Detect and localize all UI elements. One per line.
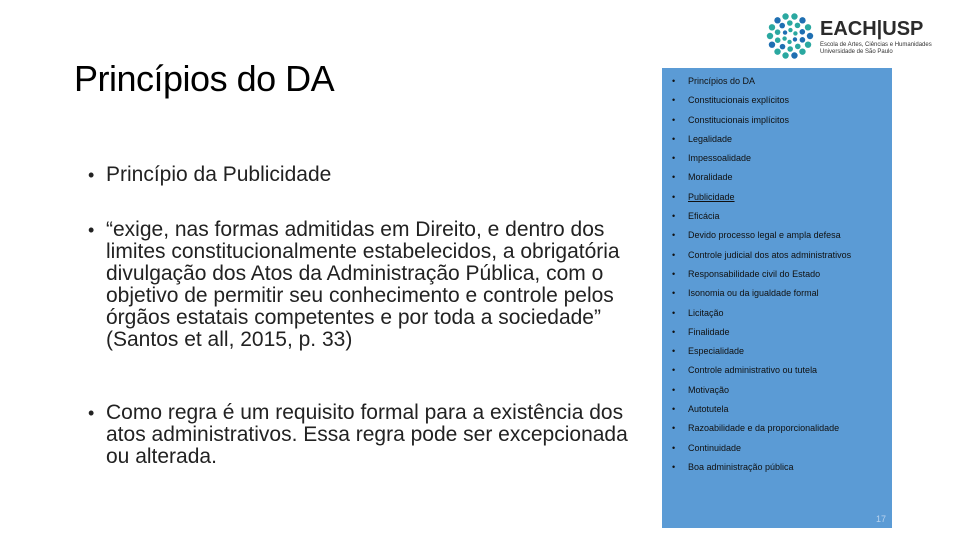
menu-item[interactable] [662, 284, 892, 303]
each-logo-icon [762, 8, 818, 64]
menu-bullet: • [672, 346, 676, 357]
logo-dot [793, 31, 797, 35]
logo-dot [800, 29, 806, 35]
bullet-text: Princípio da Publicidade [106, 163, 332, 186]
logo-dot [775, 29, 781, 35]
menu-bullet: • [672, 191, 676, 202]
menu-bullet: • [672, 326, 676, 337]
menu-item-label: Razoabilidade e da proporcionalidade [688, 423, 840, 434]
bullet-publicidade [88, 163, 651, 186]
menu-item-label: Constitucionais implícitos [688, 114, 790, 125]
logo-dot [775, 37, 781, 43]
menu-item[interactable] [662, 439, 892, 458]
menu-item[interactable] [662, 361, 892, 380]
bullet-quote [88, 218, 651, 351]
logo-dot [795, 44, 801, 50]
menu-bullet: • [672, 211, 676, 222]
menu-bullet: • [672, 153, 676, 164]
menu-item-label: Impessoalidade [688, 153, 752, 164]
menu-item[interactable] [662, 149, 892, 168]
logo-dot [787, 20, 793, 26]
institution-logo [762, 8, 952, 66]
menu-bullet: • [672, 442, 676, 453]
menu-item[interactable] [662, 246, 892, 265]
menu-item-label: Eficácia [688, 211, 720, 222]
menu-bullet: • [672, 268, 676, 279]
menu-item-label: Finalidade [688, 326, 730, 337]
menu-bullet: • [672, 114, 676, 125]
menu-bullet: • [672, 423, 676, 434]
menu-item-label: Autotutela [688, 404, 729, 415]
logo-dot [791, 52, 797, 58]
menu-item-label: Princípios do DA [688, 76, 756, 86]
logo-dot [799, 17, 805, 23]
menu-item-label: Motivação [688, 384, 730, 395]
menu-item-label: Especialidade [688, 346, 745, 357]
logo-dot [779, 23, 785, 29]
bullet-dot: • [88, 403, 95, 423]
logo-dot [799, 48, 805, 54]
menu-item[interactable] [662, 207, 892, 226]
logo-dot [769, 41, 775, 47]
menu-bullet: • [672, 76, 676, 86]
menu-item-label: Boa administração pública [688, 461, 794, 472]
logo-subtitle: Escola de Artes, Ciências e Humanidades Universidade de São Paulo [820, 42, 932, 55]
logo-dot [769, 24, 775, 30]
menu-item[interactable] [662, 111, 892, 130]
menu-bullet: • [672, 365, 676, 376]
menu-bullet: • [672, 133, 676, 144]
menu-item-label: Controle judicial dos atos administrativos [688, 249, 852, 260]
logo-dot [780, 44, 786, 50]
menu-item-label: Constitucionais explícitos [688, 95, 790, 106]
menu-item-label: Devido processo legal e ampla defesa [688, 230, 841, 241]
menu-item-label: Controle administrativo ou tutela [688, 365, 818, 376]
slide-title: Princípios do DA [74, 58, 335, 99]
bullet-text: “exige, nas formas admitidas em Direito, e dentro dos limites constitucionalmente estabelecidos, a obrigatória divulgação dos Atos da Administração Pública, com o objetivo de permitir seu conhecimento e controle pelos órgãos estatais competentes e por toda a sociedade” (Santos et all, 2015, p. 33) [106, 218, 620, 351]
logo-dot [791, 13, 797, 19]
menu-item[interactable] [662, 91, 892, 110]
bullet-text: Como regra é um requisito formal para a existência dos atos administrativos. Essa regra pode ser excepcionada ou alterada. [106, 401, 628, 468]
menu-item-label: Responsabilidade civil do Estado [688, 268, 821, 279]
menu-item-label: Isonomia ou da igualdade formal [688, 288, 819, 299]
bullet-rule [88, 401, 651, 468]
menu-item[interactable] [662, 323, 892, 342]
menu-item-label: Moralidade [688, 172, 733, 183]
logo-dot [774, 48, 780, 54]
topics-menu [662, 72, 892, 477]
menu-item-label: Publicidade [688, 191, 735, 202]
menu-bullet: • [672, 95, 676, 106]
menu-bullet: • [672, 288, 676, 299]
menu-item[interactable] [662, 304, 892, 323]
logo-name: EACH|USP [820, 18, 924, 40]
menu-item[interactable] [662, 400, 892, 419]
logo-dot [793, 37, 797, 41]
menu-bullet: • [672, 384, 676, 395]
menu-item[interactable] [662, 265, 892, 284]
menu-bullet: • [672, 249, 676, 260]
topics-panel [662, 68, 892, 528]
logo-dot [787, 46, 793, 52]
page-number: 17 [875, 514, 886, 524]
menu-item[interactable] [662, 419, 892, 438]
logo-dot [787, 40, 791, 44]
menu-item[interactable] [662, 188, 892, 207]
logo-dot [800, 37, 806, 43]
menu-bullet: • [672, 404, 676, 415]
bullet-dot: • [88, 220, 95, 240]
menu-bullet: • [672, 307, 676, 318]
logo-dot [805, 24, 811, 30]
menu-item[interactable] [662, 458, 892, 477]
menu-item[interactable] [662, 342, 892, 361]
logo-dot [783, 30, 787, 34]
logo-dot [782, 13, 788, 19]
menu-item[interactable] [662, 168, 892, 187]
logo-dot [782, 52, 788, 58]
menu-bullet: • [672, 172, 676, 183]
logo-dot [767, 33, 773, 39]
menu-item[interactable] [662, 72, 892, 91]
menu-item-label: Licitação [688, 307, 724, 318]
menu-item-label: Legalidade [688, 133, 733, 144]
logo-dot [795, 23, 801, 29]
logo-dot [788, 28, 792, 32]
menu-bullet: • [672, 461, 676, 472]
logo-dot [807, 33, 813, 39]
logo-dot [782, 36, 786, 40]
menu-item[interactable] [662, 381, 892, 400]
logo-dot [805, 41, 811, 47]
logo-dot [774, 17, 780, 23]
menu-item[interactable] [662, 226, 892, 245]
menu-item-label: Continuidade [688, 442, 742, 453]
menu-bullet: • [672, 230, 676, 241]
bullet-dot: • [88, 165, 95, 185]
menu-item[interactable] [662, 130, 892, 149]
